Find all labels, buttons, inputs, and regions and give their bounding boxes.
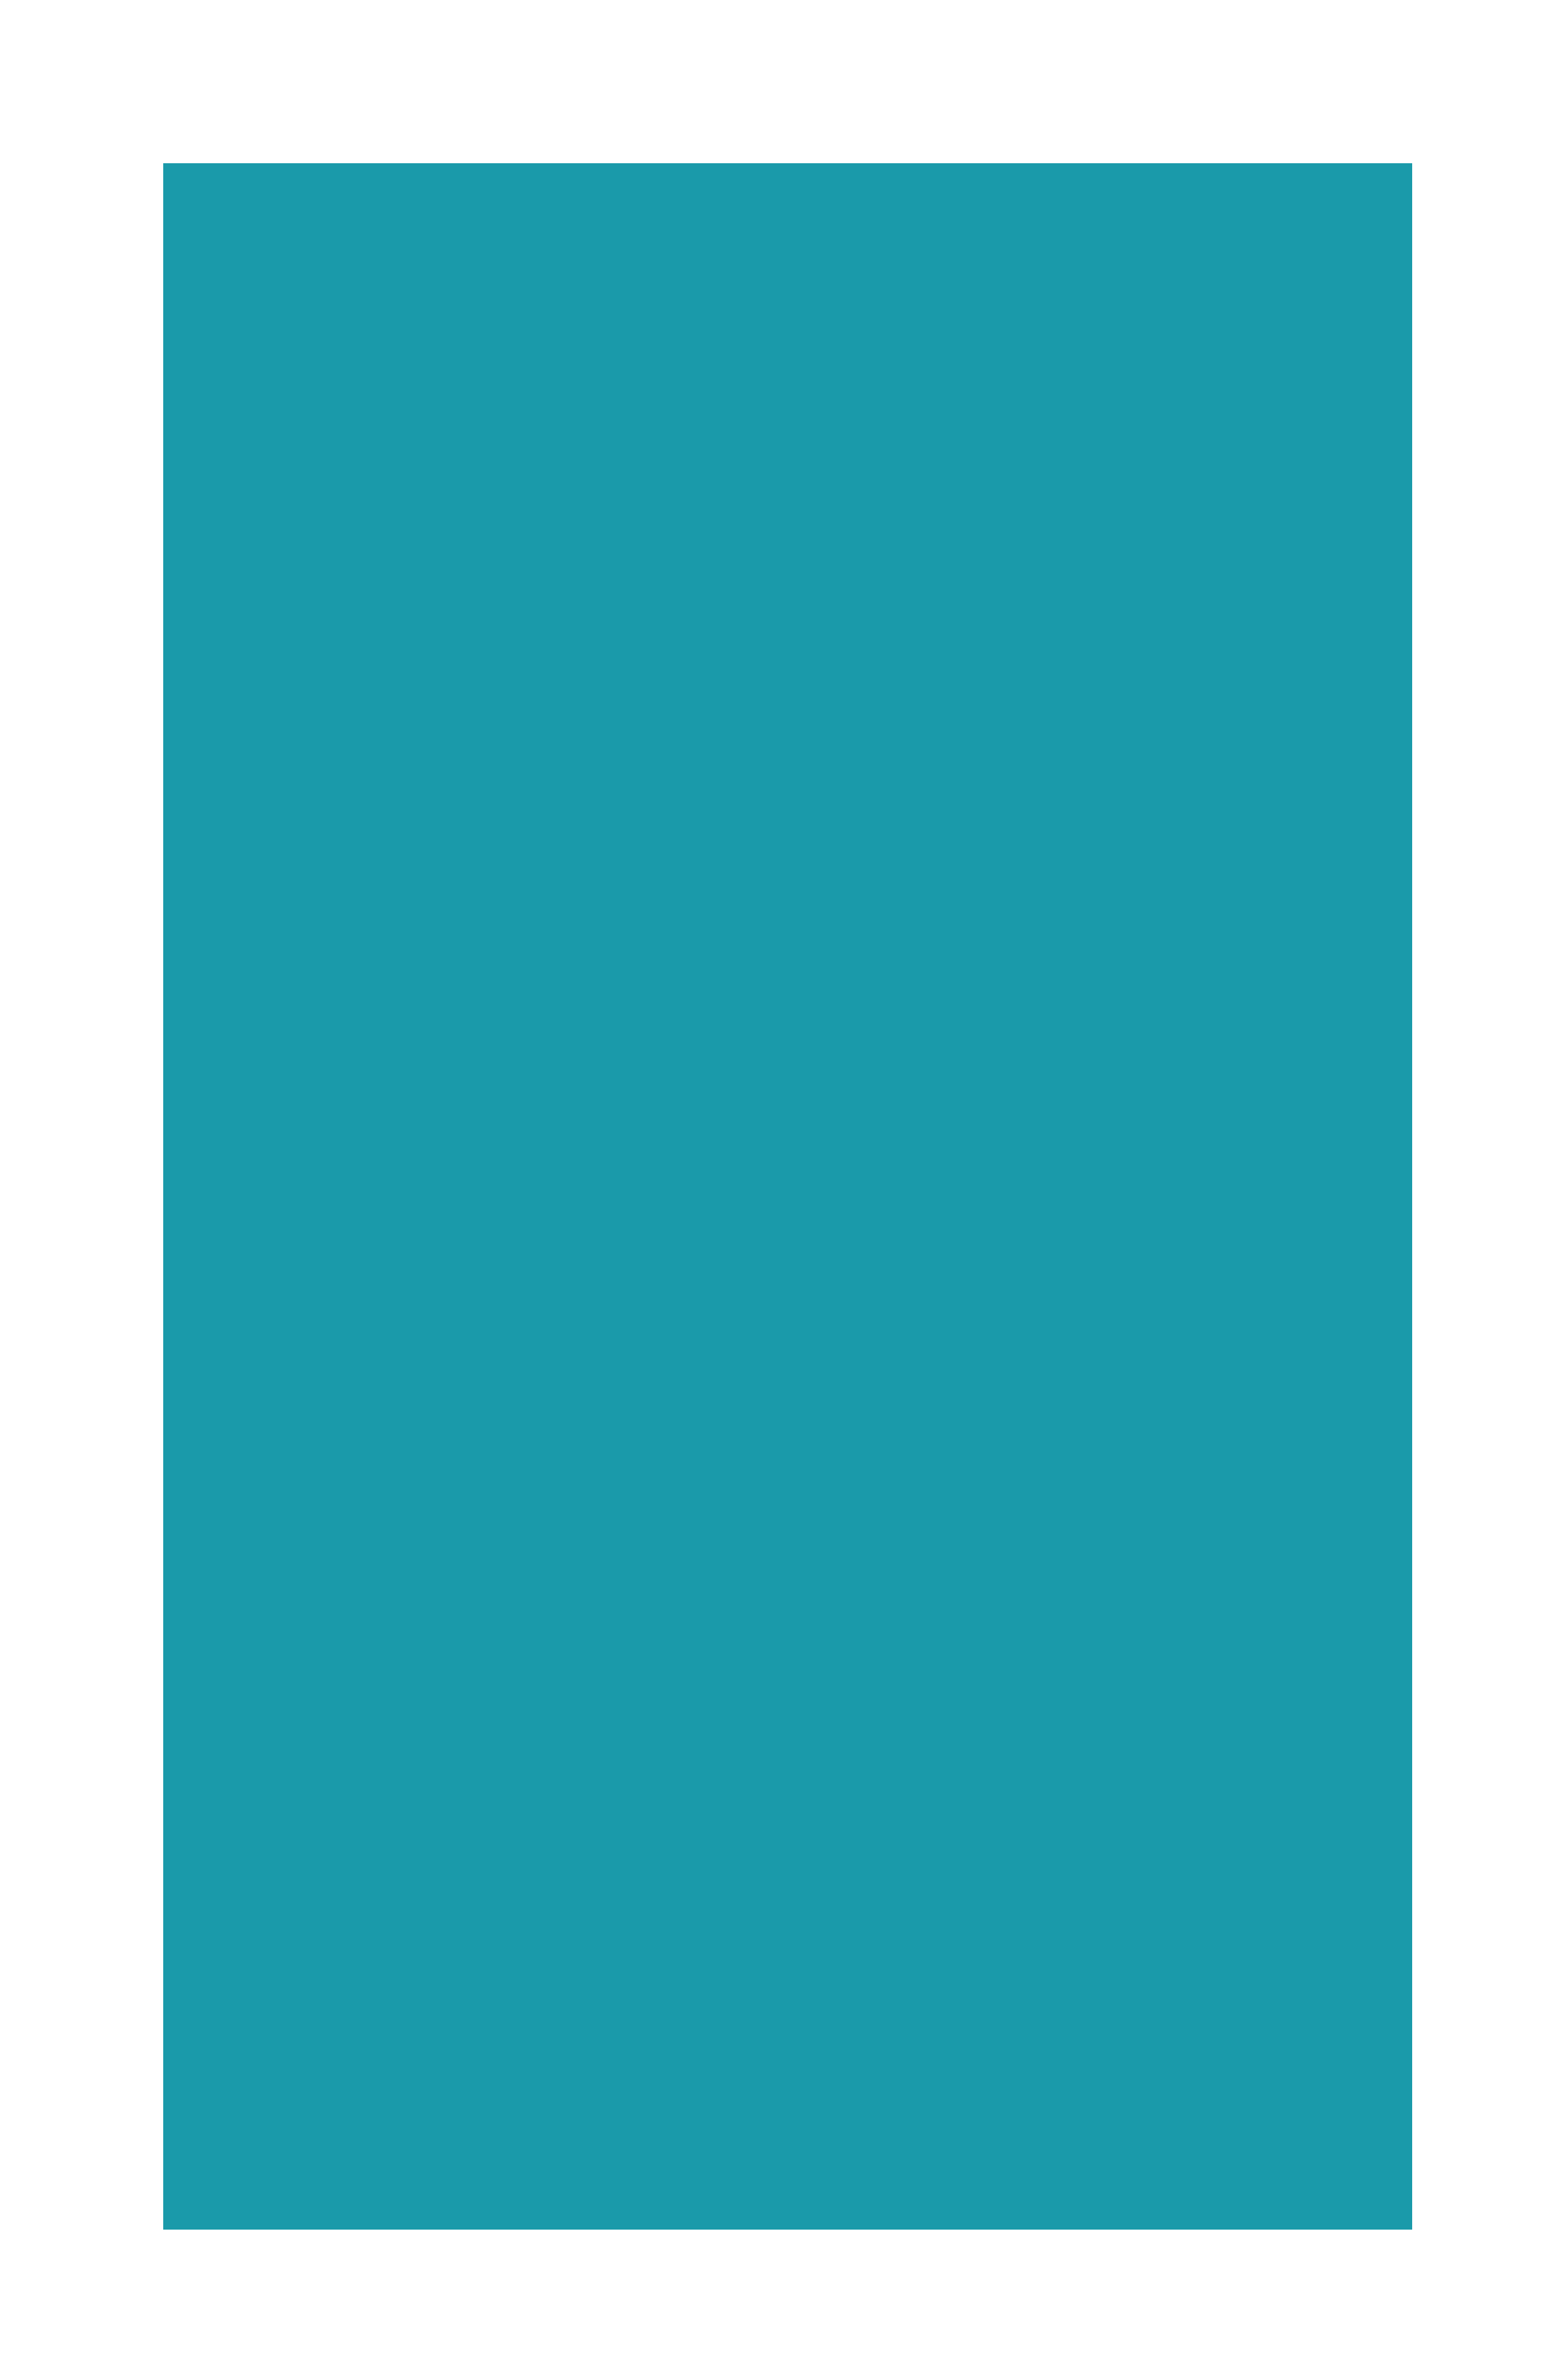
- page-title: [166, 166, 1409, 319]
- mind-map-table: [163, 163, 1412, 2230]
